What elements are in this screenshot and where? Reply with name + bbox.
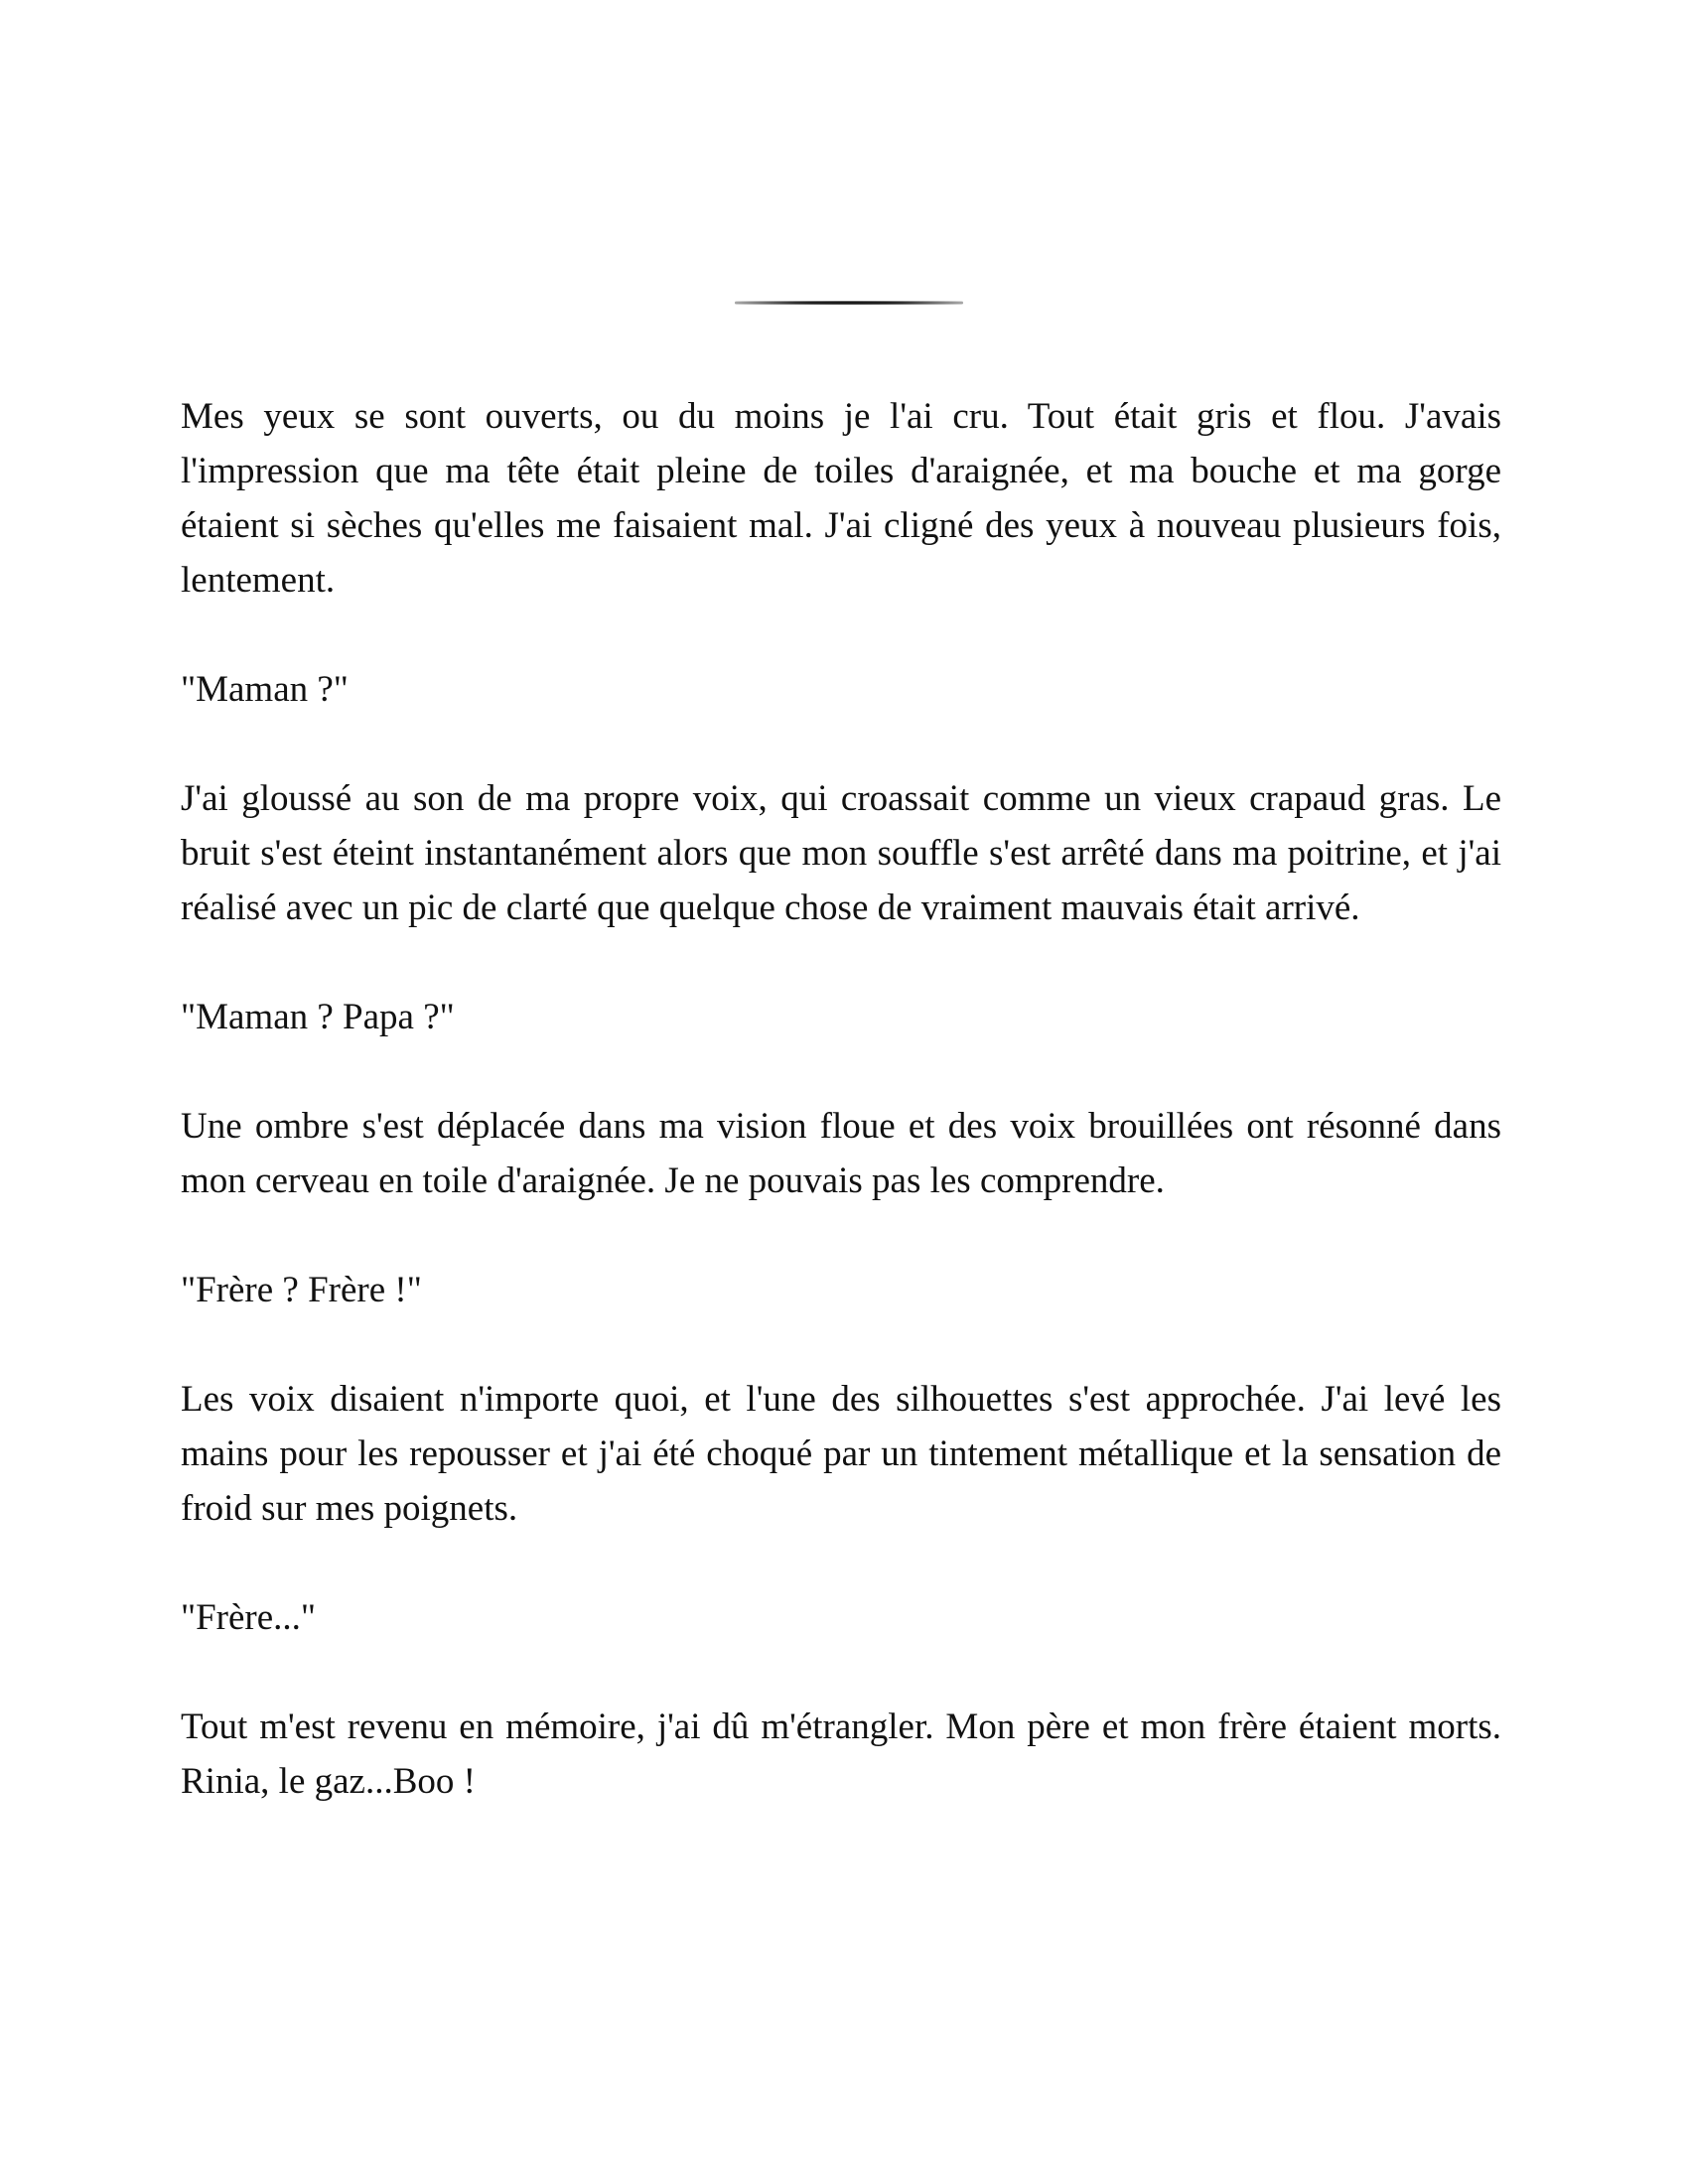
dialogue-2: "Maman ? Papa ?" (181, 997, 455, 1037)
paragraph-2: J'ai gloussé au son de ma propre voix, qui croassait comme un vieux crapaud gras. Le bruit s'est éteint instantanément alors que mon souffle s'est arrêté dans ma poitrine, et j'ai réalisé avec un pic de clarté que quelque chose de vraiment mauvais était arrivé. (181, 778, 1501, 928)
dialogue-1: "Maman ?" (181, 669, 349, 710)
paragraph-1: Mes yeux se sont ouverts, ou du moins je l'ai cru. Tout était gris et flou. J'avais l'impression que ma tête était pleine de toiles d'araignée, et ma bouche et ma gorge étaient si sèches qu'elles me faisaient mal. J'ai cligné des yeux à nouveau plusieurs fois, lentement. (181, 396, 1501, 601)
paragraph-3: Une ombre s'est déplacée dans ma vision floue et des voix brouillées ont résonné dans mon cerveau en toile d'araignée. Je ne pouvais pas les comprendre. (181, 1106, 1501, 1201)
dialogue-3: "Frère ? Frère !" (181, 1270, 422, 1310)
paragraph-5: Tout m'est revenu en mémoire, j'ai dû m'étrangler. Mon père et mon frère étaient morts. Rinia, le gaz...Boo ! (181, 1706, 1501, 1802)
section-divider (735, 301, 963, 305)
paragraph-4: Les voix disaient n'importe quoi, et l'une des silhouettes s'est approchée. J'ai levé les mains pour les repousser et j'ai été choqué par un tintement métallique et la sensation de froid sur mes poignets. (181, 1379, 1501, 1529)
document-body (181, 389, 1501, 1863)
dialogue-4: "Frère..." (181, 1597, 317, 1638)
